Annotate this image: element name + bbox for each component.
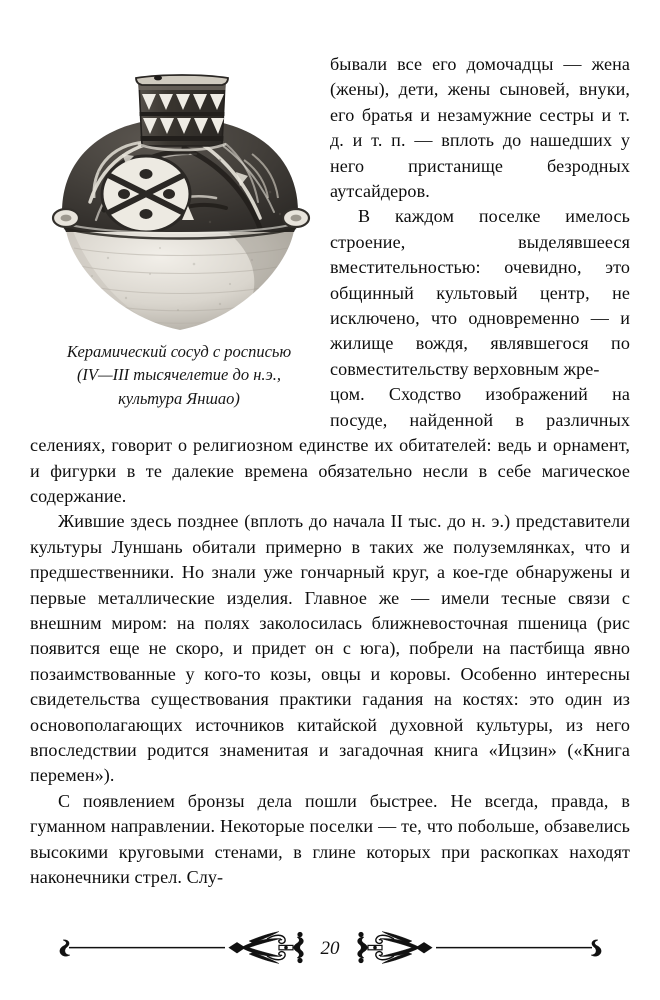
vessel-drawing-icon (30, 52, 330, 334)
footer-ornament-left-icon (53, 928, 308, 968)
page-footer (30, 925, 630, 971)
footer-ornament-right-icon (353, 928, 608, 968)
figure-caption (38, 340, 320, 410)
caption-line-1: Керамический сосуд с росписью (66, 342, 292, 361)
vessel-lug-left (53, 209, 79, 227)
paragraph-bronze: С появлением бронзы дела пошли быстрее. Не всегда, правда, в гуманном направлении. Некоторые поселки — те, что побольше, обзавелись высокими круговыми стенами, в глине которых при раскопках находят наконечники стрел. Слу- (30, 790, 630, 887)
vessel-lug-right (283, 209, 309, 227)
paragraph-longshan: Жившие здесь позднее (вплоть до начала II тыс. до н. э.) представители культуры Луншань обитали примерно в таких же полуземлянках, что и предшественники. Но знали уже гончарный круг, а кое-где обнаружены и первые металлические изделия. Главное же — имели тесные связи с внешним миром: на полях заколосилась ближневосточная пшеница (рис появится еще не скоро, и придет он с юга), побрели на пастбища явно позаимствованные у кого-то козы, овцы и коровы. Особенно интересны свидетельства существования практики гадания на костях: это один из основополагающих источников китайской духовной культуры, из него впоследствии родится знаменитая и загадочная книга «Ицзин» («Книга перемен»). (30, 511, 630, 786)
page-content (30, 52, 630, 890)
vessel-illustration (30, 52, 330, 334)
paragraph-settlement-building-tail: цом. Сходство изображений на посуде, найденной в различных селениях, говорит о религиозном единстве их обитателей: ведь и орнамент, и фигурки в те далекие времена обязательно несли в себе магическое содержание. (30, 384, 630, 506)
paragraph-settlement-building: В каждом поселке имелось строение, выделявшееся вместительностью: очевидно, это общинный культовый центр, не исключено, что одновременно — и жилище вождя, являвшегося по совместительству верховным жре- (330, 206, 630, 379)
paragraph-continued: бывали все его домочадцы — жена (жены), дети, жены сыновей, внуки, его братья и незамужние сестры и т. д. и т. п. — вплоть до нашедших у него пристанище безродных аутсайдеров. (330, 54, 630, 202)
caption-line-2: (IV—III тысячелетие до н.э., (76, 365, 282, 385)
page-number: 20 (320, 938, 340, 959)
caption-line-3: культура Яншао) (118, 388, 240, 408)
figure-ceramic-vessel (30, 52, 330, 410)
